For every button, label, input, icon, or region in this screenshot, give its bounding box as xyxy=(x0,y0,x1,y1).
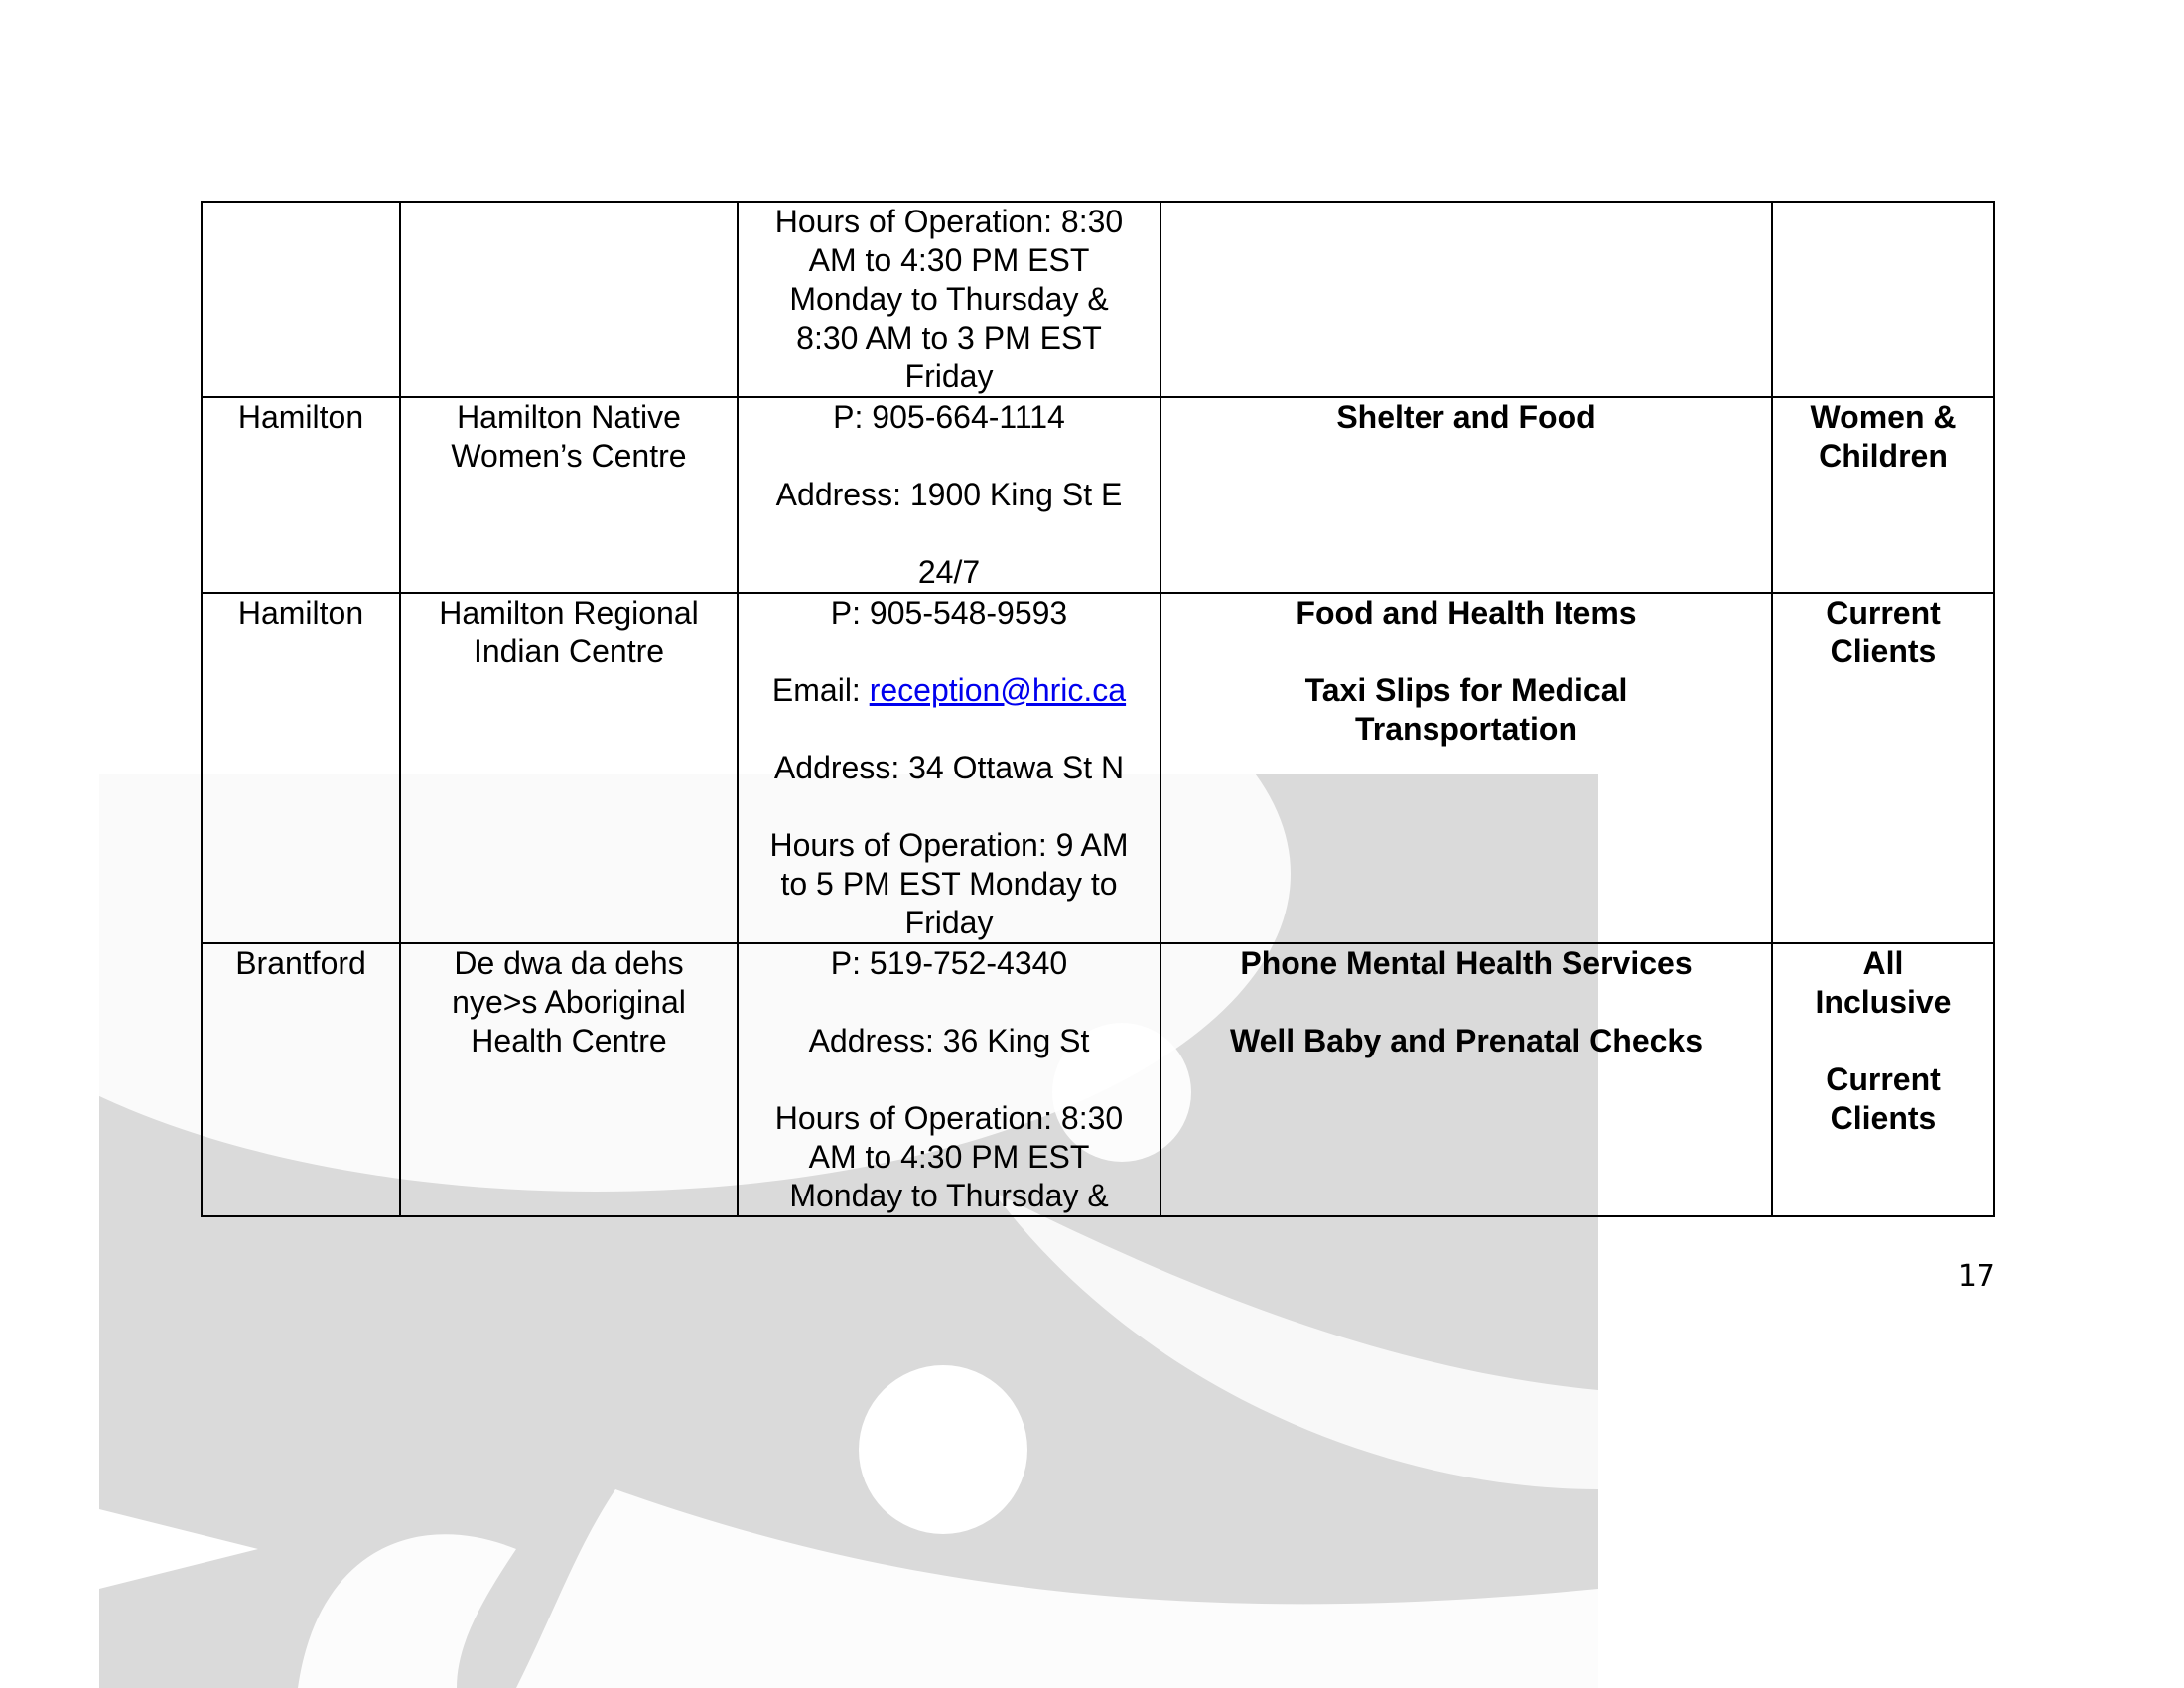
city-name: Hamilton xyxy=(237,399,364,435)
city-cell xyxy=(202,397,400,593)
organization-name: De dwa da dehs xyxy=(454,945,684,981)
eligibility-cell xyxy=(1772,593,1994,943)
service-item: Shelter and Food xyxy=(1336,399,1596,435)
service-item: Transportation xyxy=(1354,711,1577,747)
hours-line: to 5 PM EST Monday to xyxy=(780,866,1118,902)
phone-number: P: 905-664-1114 xyxy=(833,399,1065,435)
organization-name: Women’s Centre xyxy=(451,438,687,474)
page-number: 17 xyxy=(1957,1259,1995,1294)
eligibility-text: Clients xyxy=(1830,633,1937,669)
hours-line: Hours of Operation: 8:30 xyxy=(774,204,1124,239)
address: Address: 36 King St xyxy=(808,1023,1090,1058)
address: Address: 34 Ottawa St N xyxy=(773,750,1125,785)
hours-line: Monday to Thursday & xyxy=(789,1178,1109,1213)
hours-line: 8:30 AM to 3 PM EST xyxy=(796,320,1102,355)
table-row xyxy=(202,202,1994,397)
contact-cell xyxy=(738,397,1160,593)
eligibility-text: Clients xyxy=(1830,1100,1937,1136)
service-item: Phone Mental Health Services xyxy=(1240,945,1693,981)
hours-line: AM to 4:30 PM EST xyxy=(808,242,1090,278)
phone-number: P: 519-752-4340 xyxy=(830,945,1068,981)
service-item: Food and Health Items xyxy=(1296,595,1637,631)
contact-cell xyxy=(738,593,1160,943)
hours-line: AM to 4:30 PM EST xyxy=(808,1139,1090,1175)
services-cell xyxy=(1160,202,1772,397)
email-line xyxy=(752,671,1146,710)
city-cell xyxy=(202,202,400,397)
city-name: Brantford xyxy=(235,945,366,981)
table-row xyxy=(202,593,1994,943)
services-cell xyxy=(1160,943,1772,1216)
hours: 24/7 xyxy=(917,554,981,590)
table-row xyxy=(202,943,1994,1216)
eligibility-text: All xyxy=(1862,945,1904,981)
organization-cell xyxy=(400,943,738,1216)
eligibility-text: Children xyxy=(1819,438,1948,474)
services-cell xyxy=(1160,593,1772,943)
eligibility-cell xyxy=(1772,943,1994,1216)
organization-name: Health Centre xyxy=(471,1023,667,1058)
eligibility-text: Current xyxy=(1826,1061,1941,1097)
eligibility-text: Inclusive xyxy=(1815,984,1952,1020)
hours-line: Hours of Operation: 8:30 xyxy=(774,1100,1124,1136)
organization-name: Hamilton Native xyxy=(457,399,681,435)
organization-name: Indian Centre xyxy=(473,633,665,669)
city-name: Hamilton xyxy=(237,595,364,631)
address: Address: 1900 King St E xyxy=(775,477,1123,512)
city-cell xyxy=(202,593,400,943)
eligibility-text: Current xyxy=(1826,595,1941,631)
organization-cell xyxy=(400,593,738,943)
eligibility-cell xyxy=(1772,397,1994,593)
organization-name: Hamilton Regional xyxy=(439,595,699,631)
organization-cell xyxy=(400,202,738,397)
eligibility-text: Women & xyxy=(1810,399,1957,435)
services-cell xyxy=(1160,397,1772,593)
city-cell xyxy=(202,943,400,1216)
contact-cell xyxy=(738,943,1160,1216)
email-label: Email: xyxy=(771,672,870,708)
email-link[interactable]: reception@hric.ca xyxy=(869,672,1127,708)
organization-cell xyxy=(400,397,738,593)
eligibility-cell xyxy=(1772,202,1994,397)
service-item: Taxi Slips for Medical xyxy=(1304,672,1628,708)
hours-line: Friday xyxy=(904,358,994,394)
hours-line: Friday xyxy=(904,905,994,940)
phone-number: P: 905-548-9593 xyxy=(830,595,1068,631)
resource-table xyxy=(201,201,1995,1217)
organization-name: nye>s Aboriginal xyxy=(452,984,686,1020)
hours-line: Monday to Thursday & xyxy=(789,281,1109,317)
service-item: Well Baby and Prenatal Checks xyxy=(1229,1023,1704,1058)
hours-line: Hours of Operation: 9 AM xyxy=(769,827,1129,863)
contact-cell xyxy=(738,202,1160,397)
table-row xyxy=(202,397,1994,593)
